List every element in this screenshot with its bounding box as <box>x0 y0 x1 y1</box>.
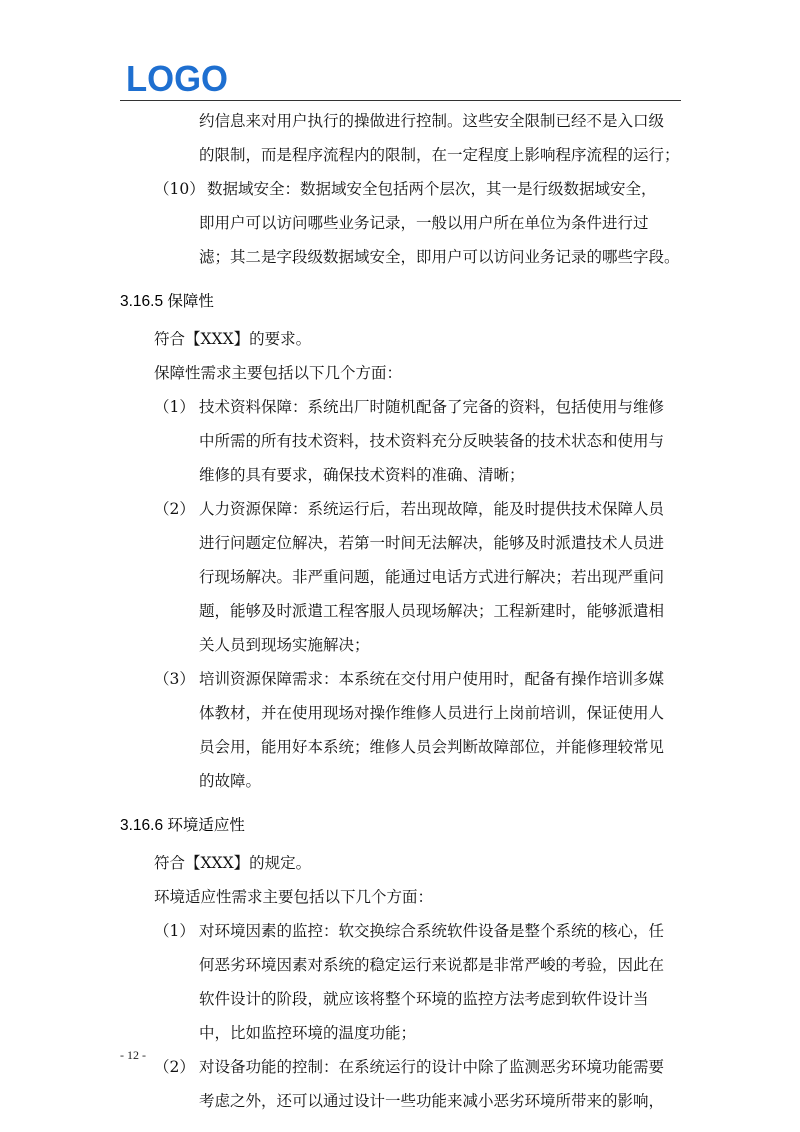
list-item-text: 中，比如监控环境的温度功能； <box>199 1024 417 1042</box>
paragraph: 符合【XXX】的规定。 <box>154 854 312 872</box>
list-item-text: 考虑之外，还可以通过设计一些功能来减小恶劣环境所带来的影响， <box>199 1092 665 1110</box>
list-item <box>120 1050 681 1084</box>
list-item-text: 数据域安全：数据域安全包括两个层次，其一是行级数据域安全， <box>207 180 657 198</box>
list-item-text: 维修的具有要求，确保技术资料的准确、清晰； <box>199 466 525 484</box>
list-item-text: 培训资源保障需求：本系统在交付用户使用时，配备有操作培训多媒 <box>199 670 665 688</box>
list-item-number: （3） <box>154 670 195 688</box>
list-item-text: 的故障。 <box>199 772 262 790</box>
list-item <box>120 662 681 696</box>
list-item <box>120 492 681 526</box>
paragraph: 保障性需求主要包括以下几个方面： <box>154 364 403 382</box>
list-item-number: （10） <box>154 180 205 198</box>
list-item-text: 对环境因素的监控：软交换综合系统软件设备是整个系统的核心，任 <box>199 922 665 940</box>
paragraph-line: 约信息来对用户执行的操做进行控制。这些安全限制已经不是入口级 <box>199 112 665 130</box>
list-item-text: 对设备功能的控制：在系统运行的设计中除了监测恶劣环境功能需要 <box>199 1058 665 1076</box>
paragraph-line: 的限制，而是程序流程内的限制，在一定程度上影响程序流程的运行； <box>199 146 680 164</box>
list-item-text: 即用户可以访问哪些业务记录，一般以用户所在单位为条件进行过 <box>199 214 649 232</box>
list-item-text: 进行问题定位解决，若第一时间无法解决，能够及时派遣技术人员进 <box>199 534 665 552</box>
list-item-text: 中所需的所有技术资料，技术资料充分反映装备的技术状态和使用与 <box>199 432 665 450</box>
list-item-number: （2） <box>154 1058 195 1076</box>
list-item <box>120 172 681 206</box>
header-rule <box>120 100 681 101</box>
list-item-number: （2） <box>154 500 195 518</box>
list-item-text: 关人员到现场实施解决； <box>199 636 370 654</box>
paragraph: 符合【XXX】的要求。 <box>154 330 312 348</box>
paragraph: 环境适应性需求主要包括以下几个方面： <box>154 888 434 906</box>
list-item-text: 体教材，并在使用现场对操作维修人员进行上岗前培训，保证使用人 <box>199 704 665 722</box>
logo <box>126 62 230 96</box>
list-item-text: 软件设计的阶段，就应该将整个环境的监控方法考虑到软件设计当 <box>199 990 649 1008</box>
list-item-text: 员会用，能用好本系统；维修人员会判断故障部位，并能修理较常见 <box>199 738 665 756</box>
list-item-text: 技术资料保障：系统出厂时随机配备了完备的资料，包括使用与维修 <box>199 398 665 416</box>
page-number: - 12 - <box>120 1048 146 1062</box>
list-item-text: 滤；其二是字段级数据域安全，即用户可以访问业务记录的哪些字段。 <box>199 248 680 266</box>
list-item-text: 何恶劣环境因素对系统的稳定运行来说都是非常严峻的考验，因此在 <box>199 956 665 974</box>
section-heading: 3.16.5 保障性 <box>120 293 214 310</box>
list-item-number: （1） <box>154 922 195 940</box>
section-heading: 3.16.6 环境适应性 <box>120 817 245 834</box>
list-item-text: 题，能够及时派遣工程客服人员现场解决；工程新建时，能够派遣相 <box>199 602 665 620</box>
list-item <box>120 390 681 424</box>
document-body <box>120 104 681 1118</box>
list-item-text: 行现场解决。非严重问题，能通过电话方式进行解决；若出现严重问 <box>199 568 665 586</box>
list-item <box>120 914 681 948</box>
list-item-text: 人力资源保障：系统运行后，若出现故障，能及时提供技术保障人员 <box>199 500 665 518</box>
logo-text: LOGO <box>126 62 228 96</box>
list-item-number: （1） <box>154 398 195 416</box>
